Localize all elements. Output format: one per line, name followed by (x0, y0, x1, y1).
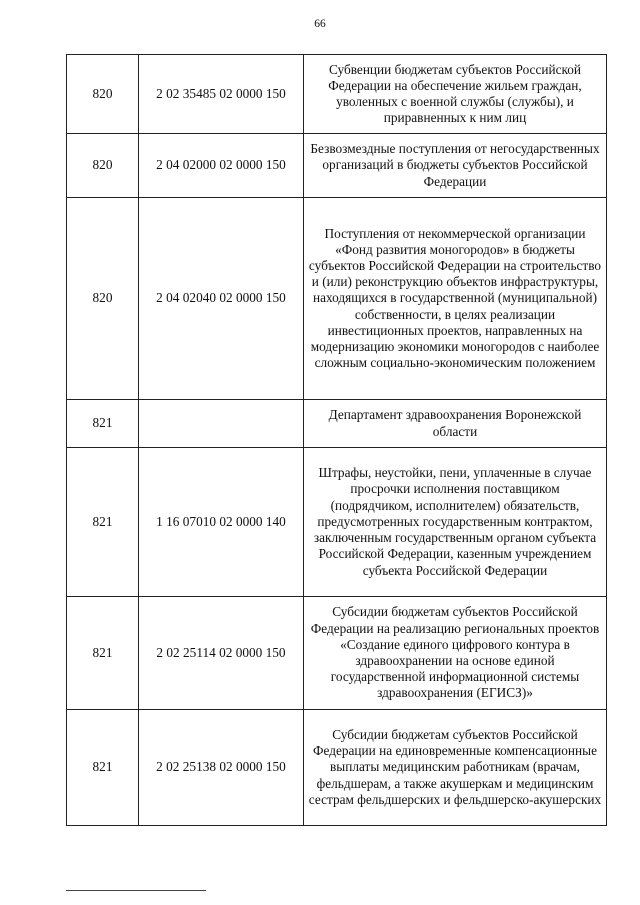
revenue-code-cell: 2 02 25114 02 0000 150 (139, 597, 304, 710)
table-row (67, 198, 607, 400)
revenue-code-cell: 2 02 25138 02 0000 150 (139, 710, 304, 826)
revenue-name-cell: Субвенции бюджетам субъектов Российской Федерации на обеспечение жильем граждан, уволенных с военной службы (службы), и приравненных к ним лиц (304, 55, 607, 134)
table-row (67, 55, 607, 134)
revenue-name-cell: Субсидии бюджетам субъектов Российской Федерации на единовременные компенсационные выплаты медицинским работникам (врачам, фельдшерам, а также акушеркам и медицинским сестрам фельдшерских и фельдшерско-акушерских (304, 710, 607, 826)
admin-code-cell: 821 (67, 597, 139, 710)
budget-revenue-table (66, 54, 607, 826)
admin-code-cell: 820 (67, 55, 139, 134)
table-row (67, 400, 607, 448)
page-number: 66 (314, 18, 326, 30)
revenue-name-cell: Поступления от некоммерческой организации «Фонд развития моногородов» в бюджеты субъектов Российской Федерации на строительство и (или) реконструкцию объектов инфраструктуры, находящихся в государственной (муниципальной) собственности, в целях реализации инвестиционных проектов, направленных на модернизацию экономики моногородов с наиболее сложным социально-экономическим положением (304, 198, 607, 400)
revenue-name-cell: Безвозмездные поступления от негосударственных организаций в бюджеты субъектов Российской Федерации (304, 134, 607, 198)
admin-code-cell: 821 (67, 448, 139, 597)
admin-code-cell: 820 (67, 198, 139, 400)
footnote-divider (66, 890, 206, 891)
revenue-code-cell: 1 16 07010 02 0000 140 (139, 448, 304, 597)
revenue-code-cell: 2 02 35485 02 0000 150 (139, 55, 304, 134)
admin-code-cell: 821 (67, 710, 139, 826)
revenue-code-cell (139, 400, 304, 448)
revenue-code-cell: 2 04 02040 02 0000 150 (139, 198, 304, 400)
table-row (67, 448, 607, 597)
admin-code-cell: 820 (67, 134, 139, 198)
revenue-name-cell: Штрафы, неустойки, пени, уплаченные в случае просрочки исполнения поставщиком (подрядчиком, исполнителем) обязательств, предусмотренных государственным контрактом, заключенным государственным органом субъекта Российской Федерации, казенным учреждением субъекта Российской Федерации (304, 448, 607, 597)
table-row (67, 710, 607, 826)
admin-code-cell: 821 (67, 400, 139, 448)
revenue-name-cell: Субсидии бюджетам субъектов Российской Федерации на реализацию региональных проектов «Создание единого цифрового контура в здравоохранении на основе единой государственной информационной системы здравоохранения (ЕГИСЗ)» (304, 597, 607, 710)
table-row (67, 134, 607, 198)
table-row (67, 597, 607, 710)
revenue-name-cell: Департамент здравоохранения Воронежской области (304, 400, 607, 448)
revenue-code-cell: 2 04 02000 02 0000 150 (139, 134, 304, 198)
